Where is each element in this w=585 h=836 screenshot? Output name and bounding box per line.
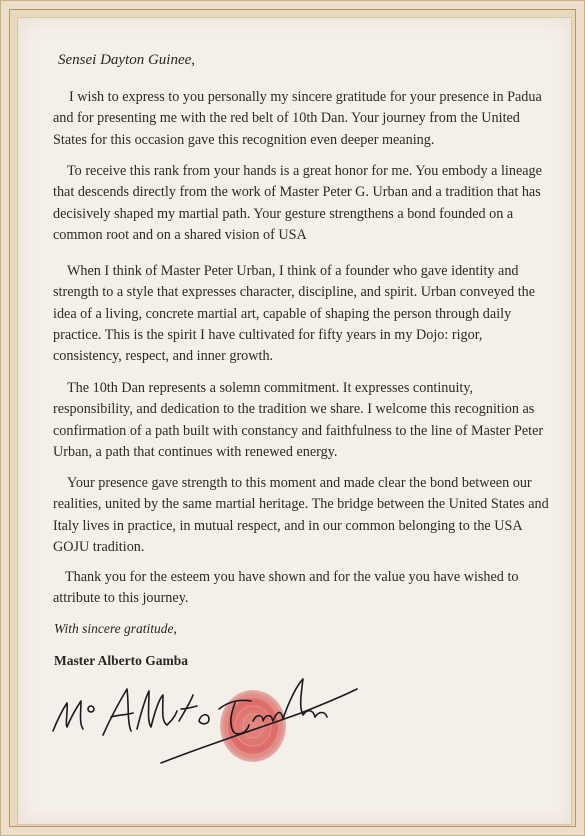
letter-paragraph-3: When I think of Master Peter Urban, I think of a founder who gave identity and strength to a style that expresses character, discipline, and spirit. Urban conveyed the idea of a living, concrete martial art, capable of shaping the person through daily practice. This is the spirit I have cultivated for fifty years in my Dojo: rigor, consistency, respect, and inner growth. [53, 263, 536, 365]
letter-paragraph-5: Your presence gave strength to this moment and made clear the bond between our realities, united by the same martial heritage. The bridge between the United States and Italy lives in practice, in mutual respect, and in our common belonging to the USA GOJU tradition. [53, 475, 549, 555]
letter-signer: Master Alberto Gamba [54, 653, 188, 668]
letter-salutation: Sensei Dayton Guinee, [58, 52, 196, 68]
signature-block [41, 651, 381, 776]
handwritten-signature [41, 651, 381, 776]
letter-paragraph-1: I wish to express to you personally my sincere gratitude for your presence in Padua and for presenting me with the red belt of 10th Dan. Your journey from the United States for this occasion gave this recognition even deeper meaning. [53, 89, 542, 148]
letter-closing: With sincere gratitude, [54, 621, 177, 636]
letter-paragraph-6: Thank you for the esteem you have shown and for the value you have wished to attribute to this journey. [53, 569, 519, 607]
letter-paragraph-4: The 10th Dan represents a solemn commitment. It expresses continuity, responsibility, and dedication to the tradition we share. I welcome this recognition as confirmation of a path built with constancy and faithfulness to the line of Master Peter Urban, a path that continues with renewed energy. [53, 380, 544, 460]
letter-paragraph-2: To receive this rank from your hands is a great honor for me. You embody a lineage that descends directly from the work of Master Peter G. Urban and a tradition that has decisively shaped my martial path. Your gesture strengthens a bond founded on a common root and on a shared vision of USA [53, 163, 542, 243]
